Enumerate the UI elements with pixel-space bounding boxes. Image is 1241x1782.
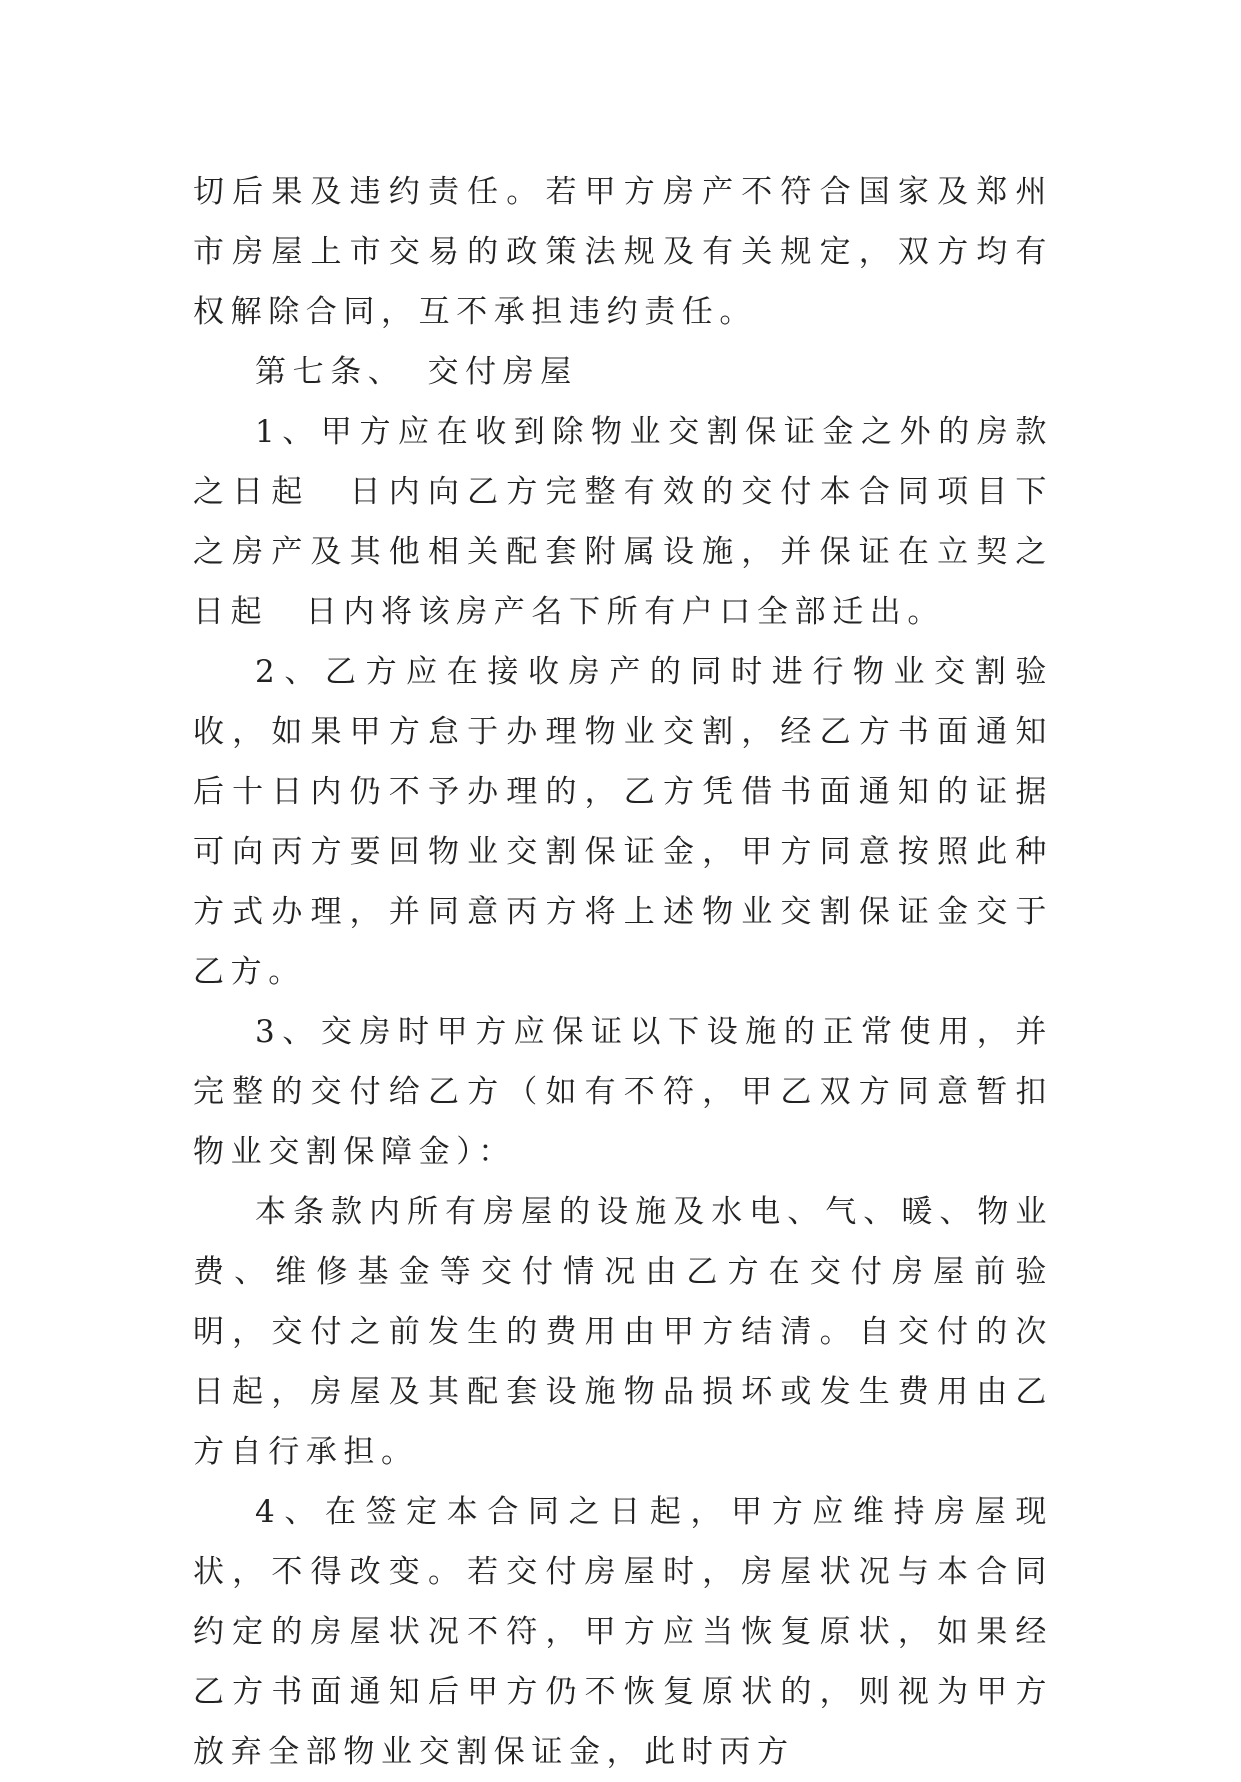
- clause-1: 1、甲方应在收到除物业交割保证金之外的房款之日起 日内向乙方完整有效的交付本合同项目下之房产及其他相关配套附属设施，并保证在立契之日起 日内将该房产名下所有户口全部迁出。: [193, 414, 1053, 630]
- clause-4: 4、在签定本合同之日起，甲方应维持房屋现状，不得改变。若交付房屋时，房屋状况与本合同约定的房屋状况不符，甲方应当恢复原状，如果经乙方书面通知后甲方仍不恢复原状的，则视为甲方放弃全部物业交割保证金，此时丙方: [193, 1494, 1053, 1770]
- clause-3: 3、交房时甲方应保证以下设施的正常使用，并完整的交付给乙方（如有不符，甲乙双方同意暂扣 物业交割保障金）：: [193, 1014, 1091, 1170]
- document-body: [193, 162, 1091, 1782]
- clause-3-detail: 本条款内所有房屋的设施及水电、气、暖、物业费、维修基金等交付情况由乙方在交付房屋前验明，交付之前发生的费用由甲方结清。自交付的次日起，房屋及其配套设施物品损坏或发生费用由乙方自行承担。: [193, 1194, 1053, 1470]
- clause-2: 2、乙方应在接收房产的同时进行物业交割验收，如果甲方怠于办理物业交割，经乙方书面通知后十日内仍不予办理的，乙方凭借书面通知的证据可向丙方要回物业交割保证金，甲方同意按照此种方式办理，并同意丙方将上述物业交割保证金交于乙方。: [193, 654, 1053, 990]
- article-heading: 第七条、 交付房屋: [255, 354, 578, 390]
- paragraph-continuation: 切后果及违约责任。若甲方房产不符合国家及郑州市房屋上市交易的政策法规及有关规定，双方均有权解除合同，互不承担违约责任。: [193, 174, 1053, 330]
